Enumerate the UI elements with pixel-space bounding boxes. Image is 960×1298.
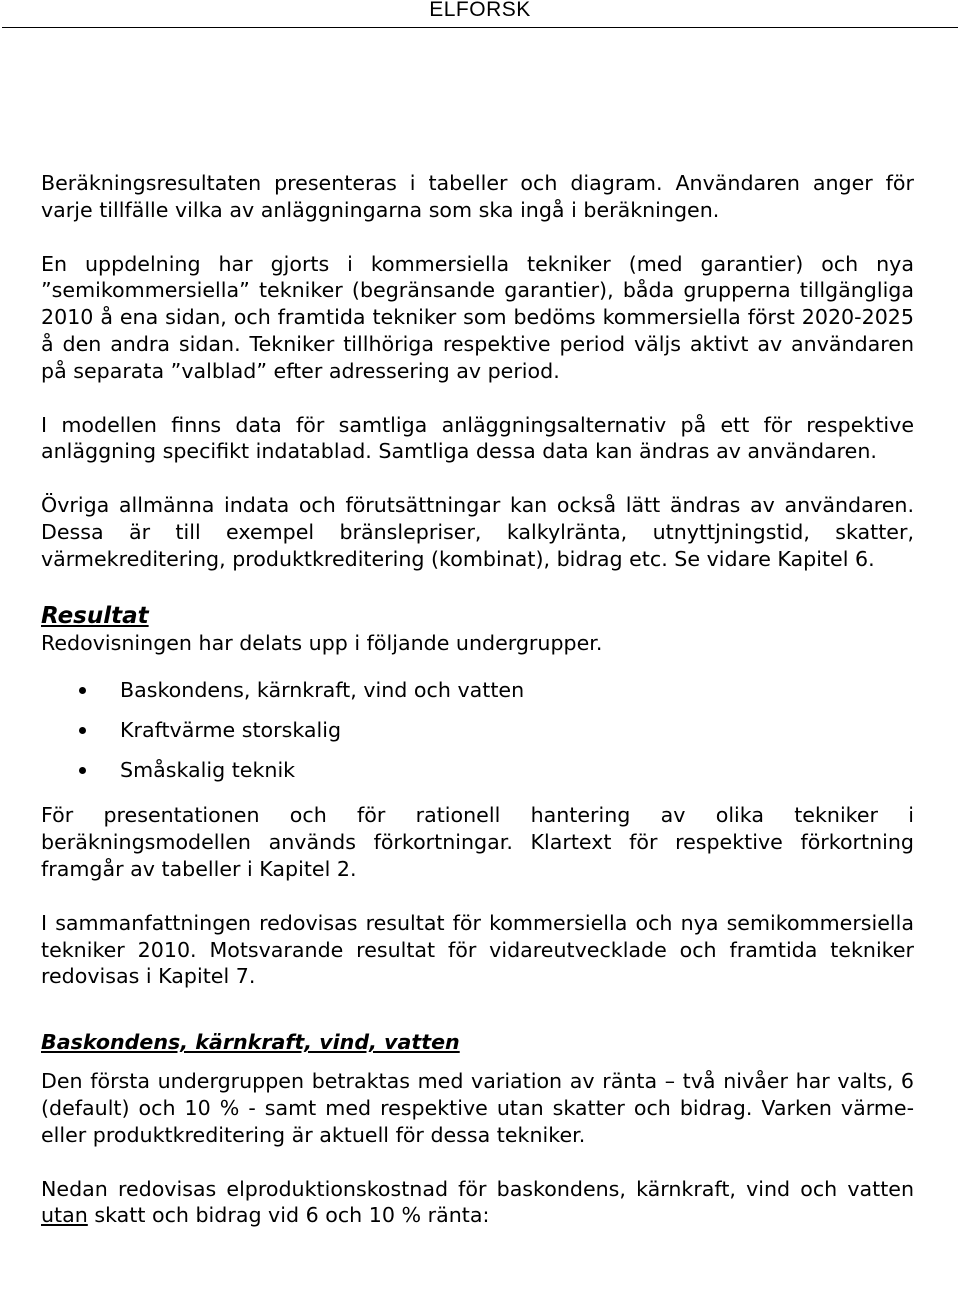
- list-item-label: Baskondens, kärnkraft, vind och vatten: [120, 678, 525, 703]
- paragraph-subgroups: Redovisningen har delats upp i följande undergrupper.: [41, 630, 603, 655]
- header-title: ELFORSK: [429, 0, 531, 21]
- list-item: [41, 750, 914, 790]
- heading-baskondens: Baskondens, kärnkraft, vind, vatten: [41, 1030, 460, 1055]
- heading-resultat: Resultat: [41, 602, 149, 629]
- bullet-icon: [79, 687, 86, 694]
- bullet-icon: [79, 727, 86, 734]
- paragraph-intro: Beräkningsresultaten presenteras i tabeller och diagram. Användaren anger för varje tillfälle vilka av anläggningarna som ska ingå i beräkningen.: [41, 171, 914, 222]
- paragraph-cost-intro: [41, 1176, 914, 1230]
- cost-intro-text-end: skatt och bidrag vid 6 och 10 % ränta:: [87, 1203, 490, 1228]
- list-item: [41, 710, 914, 750]
- paragraph-model-data: I modellen finns data för samtliga anläggningsalternativ på ett för respektive anläggning specifikt indatablad. Samtliga dessa data kan ändras av användaren.: [41, 412, 914, 464]
- list-item: [41, 670, 914, 710]
- bullet-icon: [79, 767, 86, 774]
- page-header: [0, 0, 960, 28]
- underlined-word: utan: [41, 1203, 88, 1228]
- paragraph-summary: I sammanfattningen redovisas resultat för kommersiella och nya semikommersiella tekniker 2010. Motsvarande resultat för vidareutvecklade och framtida tekniker redovisas i Kapitel 7.: [41, 910, 914, 989]
- paragraph-general-inputs: Övriga allmänna indata och förutsättningar kan också lätt ändras av användaren. Dessa är till exempel bränslepriser, kalkylränta, utnyttjningstid, skatter, värmekreditering, produktkreditering (kombinat), bidrag etc. Se vidare Kapitel 6.: [41, 493, 914, 571]
- header-rule: [2, 27, 958, 28]
- document-body: [41, 170, 914, 1229]
- list-item-label: Kraftvärme storskalig: [120, 718, 342, 743]
- subgroup-list: [41, 670, 914, 790]
- cost-intro-text: Nedan redovisas elproduktionskostnad för baskondens, kärnkraft, vind och vatten: [41, 1176, 914, 1201]
- paragraph-technique-groups: En uppdelning har gjorts i kommersiella tekniker (med garantier) och nya ”semikommersiella” tekniker (begränsande garantier), båda grupperna tillgängliga 2010 å ena sidan, och framtida tekniker som bedöms kommersiella först 2020-2025 å den andra sidan. Tekniker tillhöriga respektive period väljs aktivt av användaren på separata ”valblad” efter adressering av period.: [41, 251, 914, 383]
- paragraph-abbreviations: För presentationen och för rationell hantering av olika tekniker i beräkningsmodellen används förkortningar. Klartext för respektive förkortning framgår av tabeller i Kapitel 2.: [41, 803, 914, 881]
- paragraph-interest-variation: Den första undergruppen betraktas med variation av ränta – två nivåer har valts, 6 (default) och 10 % - samt med respektive utan skatter och bidrag. Varken värme- eller produktkreditering är aktuell för dessa tekniker.: [41, 1069, 914, 1147]
- list-item-label: Småskalig teknik: [120, 758, 296, 783]
